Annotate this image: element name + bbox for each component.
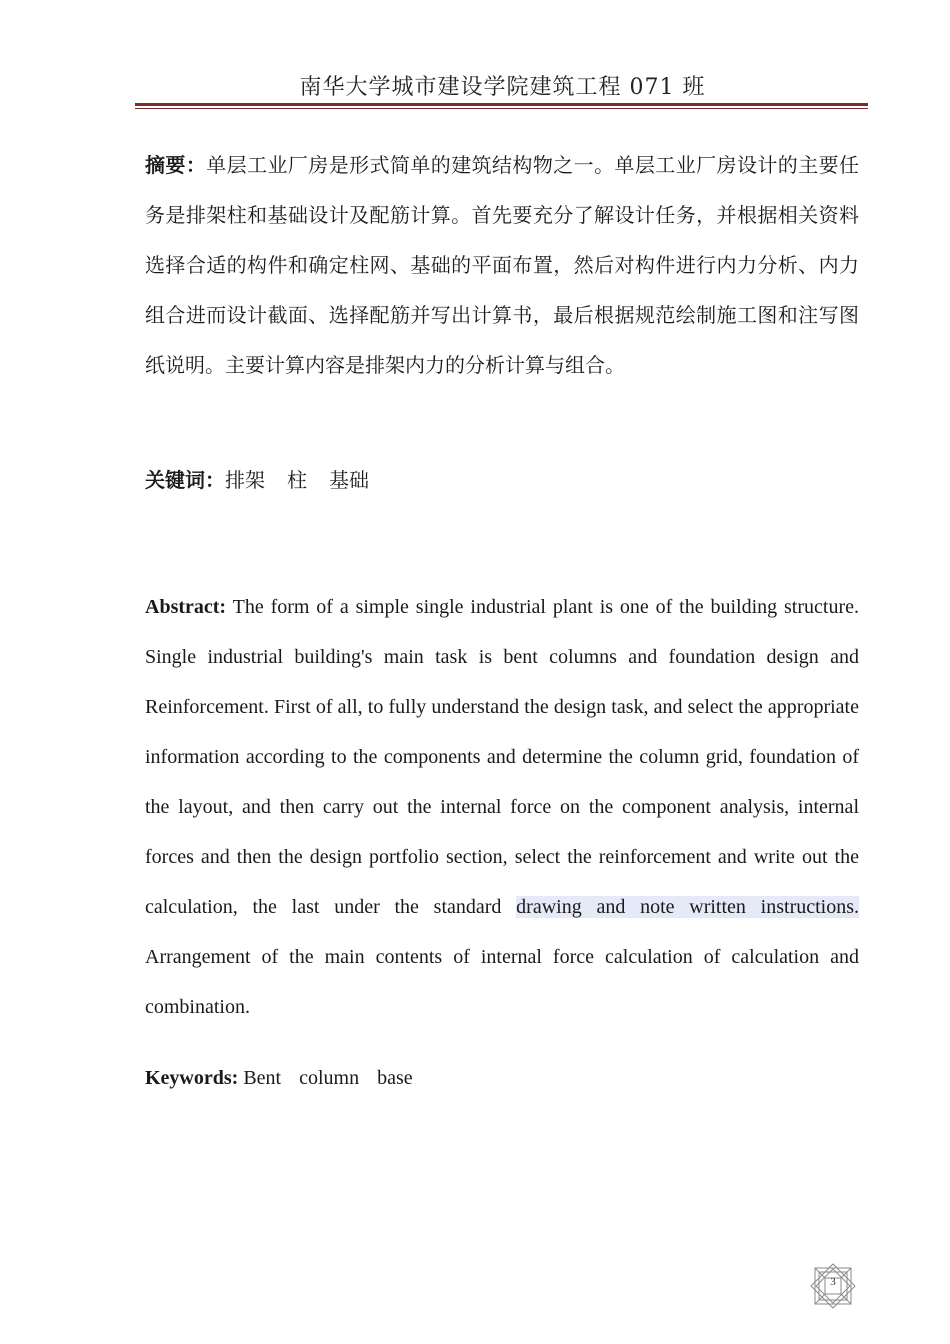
english-keyword: base <box>377 1067 413 1089</box>
chinese-keywords-label: 关键词： <box>145 468 225 492</box>
chinese-abstract <box>145 140 859 390</box>
english-abstract <box>145 582 859 1032</box>
english-abstract-label: Abstract: <box>145 596 227 618</box>
header-title: 南华大学城市建设学院建筑工程 071 班 <box>299 75 706 100</box>
english-abstract-text-end: Arrangement of the main contents of internal force calculation of calculation and combination. <box>145 946 859 1018</box>
chinese-keyword: 排架 <box>225 468 265 492</box>
text-selection-highlight[interactable]: drawing and note written instructions. <box>516 896 859 918</box>
english-keywords <box>145 1056 431 1100</box>
chinese-keyword: 基础 <box>329 468 369 492</box>
chinese-keyword: 柱 <box>287 468 307 492</box>
header-rule-thin <box>135 108 868 109</box>
english-keyword: Bent <box>243 1067 282 1089</box>
header-rule-thick <box>135 103 868 106</box>
chinese-keywords <box>145 458 391 502</box>
english-keywords-label: Keywords: <box>145 1067 239 1089</box>
chinese-abstract-text: 单层工业厂房是形式简单的建筑结构物之一。单层工业厂房设计的主要任务是排架柱和基础设计及配筋计算。首先要充分了解设计任务，并根据相关资料选择合适的构件和确定柱网、基础的平面布置，然后对构件进行内力分析、内力组合进而设计截面、选择配筋并写出计算书，最后根据规范绘制施工图和注写图纸说明。主要计算内容是排架内力的分析计算与组合。 <box>145 153 860 377</box>
english-keyword: column <box>299 1067 360 1089</box>
english-abstract-text: The form of a simple single industrial plant is one of the building structure. Single industrial building's main task is bent columns and foundation design and Reinforcement. First of all, to fully understand the design task, and select the appropriate information according to the components and determine the column grid, foundation of the layout, and then carry out the internal force on the component analysis, internal forces and then the design portfolio section, select the reinforcement and write out the calculation, the last under the standard <box>145 596 859 918</box>
page-number: 3 <box>830 1276 836 1288</box>
chinese-abstract-label: 摘要： <box>145 153 207 177</box>
